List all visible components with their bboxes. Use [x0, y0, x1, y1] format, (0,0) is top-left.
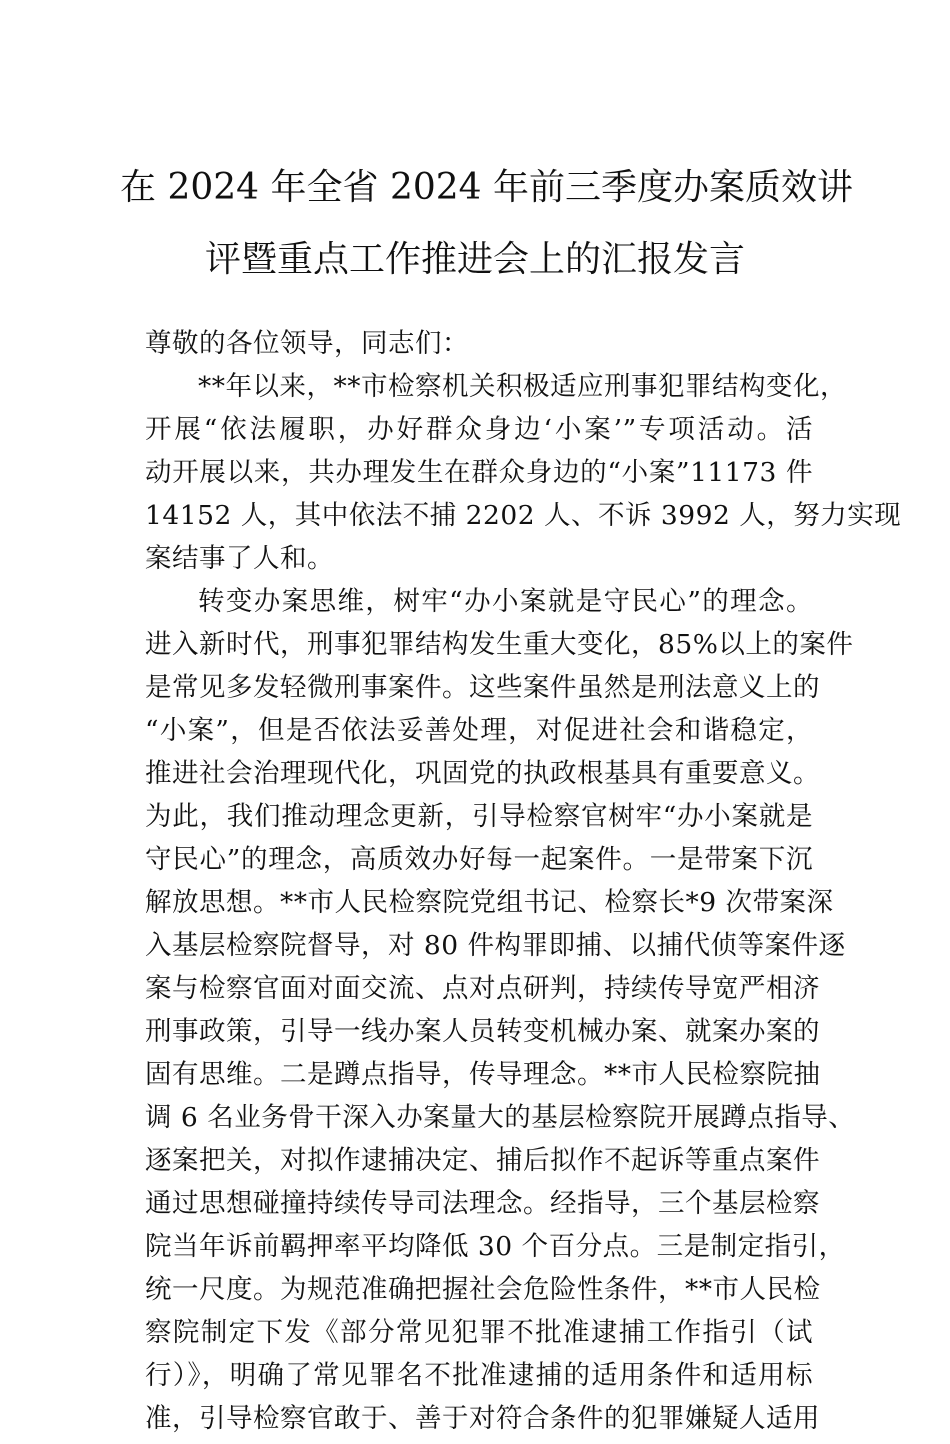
paragraph-2-line: 固有思维。二是蹲点指导，传导理念。**市人民检察院抽	[145, 1059, 821, 1090]
paragraph-2-line: “小案”，但是否依法妥善处理，对促进社会和谐稳定，	[145, 715, 813, 746]
paragraph-2-line: 是常见多发轻微刑事案件。这些案件虽然是刑法意义上的	[145, 672, 820, 703]
paragraph-2-line: 院当年诉前羁押率平均降低 30 个百分点。三是制定指引，	[145, 1231, 846, 1262]
document-title-line-1: 在 2024 年全省 2024 年前三季度办案质效讲	[120, 167, 854, 208]
paragraph-1-line: 案结事了人和。	[145, 543, 334, 574]
paragraph-2-line: 守民心”的理念，高质效办好每一起案件。一是带案下沉	[145, 844, 813, 875]
paragraph-1-line: 14152 人，其中依法不捕 2202 人、不诉 3992 人，努力实现	[145, 500, 902, 531]
paragraph-2-line: 通过思想碰撞持续传导司法理念。经指导，三个基层检察	[145, 1188, 820, 1219]
paragraph-1-line: 开展“依法履职，办好群众身边‘小案’”专项活动。活	[145, 414, 813, 445]
paragraph-2-line: 准，引导检察官敢于、善于对符合条件的犯罪嫌疑人适用	[145, 1403, 820, 1434]
paragraph-2-line: 刑事政策，引导一线办案人员转变机械办案、就案办案的	[145, 1016, 820, 1047]
document-title-line-2: 评暨重点工作推进会上的汇报发言	[204, 239, 745, 280]
paragraph-2-line: 入基层检察院督导，对 80 件构罪即捕、以捕代侦等案件逐	[145, 930, 846, 961]
paragraph-2-line: 案与检察官面对面交流、点对点研判，持续传导宽严相济	[145, 973, 820, 1004]
paragraph-2-line: 解放思想。**市人民检察院党组书记、检察长*9 次带案深	[145, 887, 834, 918]
paragraph-2-line: 为此，我们推动理念更新，引导检察官树牢“办小案就是	[145, 801, 813, 832]
paragraph-2-line: 统一尺度。为规范准确把握社会危险性条件，**市人民检	[145, 1274, 821, 1305]
paragraph-2-line: 察院制定下发《部分常见犯罪不批准逮捕工作指引（试	[145, 1317, 813, 1348]
paragraph-2-line: 推进社会治理现代化，巩固党的执政根基具有重要意义。	[145, 758, 820, 789]
paragraph-2-line: 调 6 名业务骨干深入办案量大的基层检察院开展蹲点指导、	[145, 1102, 856, 1133]
paragraph-2-line: 进入新时代，刑事犯罪结构发生重大变化，85%以上的案件	[145, 629, 854, 660]
paragraph-2-line: 逐案把关，对拟作逮捕决定、捕后拟作不起诉等重点案件	[145, 1145, 820, 1176]
paragraph-1-line: **年以来，**市检察机关积极适应刑事犯罪结构变化，	[198, 371, 847, 402]
salutation: 尊敬的各位领导，同志们：	[145, 328, 469, 359]
paragraph-2-line: 行）》，明确了常见罪名不批准逮捕的适用条件和适用标	[145, 1360, 813, 1391]
paragraph-1-line: 动开展以来，共办理发生在群众身边的“小案”11173 件	[145, 457, 813, 488]
paragraph-2-line: 转变办案思维，树牢“办小案就是守民心”的理念。	[198, 586, 813, 617]
document-body	[145, 326, 902, 1444]
